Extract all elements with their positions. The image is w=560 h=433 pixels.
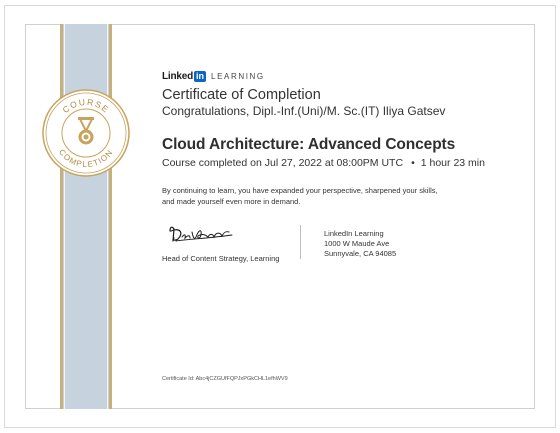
course-title: Cloud Architecture: Advanced Concepts [162, 136, 456, 153]
address-line-2: 1000 W Maude Ave [324, 239, 390, 248]
certificate-id: Certificate Id: Abc4jCZGUfFQPJxPGkCHL1efhWV9 [162, 376, 288, 382]
linkedin-learning-logo: Linked in LEARNING [162, 70, 265, 82]
course-completion-seal-icon [41, 88, 131, 178]
seal-bottom-text: COMPLETION [57, 147, 115, 170]
linkedin-in-icon: in [196, 70, 205, 81]
recipient-congrats: Congratulations, Dipl.-Inf.(Uni)/M. Sc.(IT) Iliya Gatsev [162, 104, 446, 118]
ribbon [60, 24, 112, 409]
seal-top-text: COURSE [60, 96, 112, 116]
certificate-content [162, 70, 522, 273]
handwritten-signature [166, 223, 236, 247]
issuer-address [324, 229, 396, 259]
certificate-title: Certificate of Completion [162, 87, 321, 103]
completion-line [162, 157, 522, 170]
signature-title: Head of Content Strategy, Learning [162, 254, 280, 263]
certificate-description: By continuing to learn, you have expanded your perspective, sharpened your skills, and made yourself even more in demand. [162, 186, 438, 206]
completion-date: Course completed on Jul 27, 2022 at 08:00PM UTC [162, 157, 404, 169]
signature-row [162, 223, 522, 273]
address-line-3: Sunnyvale, CA 94085 [324, 249, 397, 258]
address-line-1: LinkedIn Learning [324, 229, 384, 238]
signature-divider [300, 225, 301, 259]
course-duration: 1 hour 23 min [420, 157, 485, 169]
separator-dot: • [411, 157, 415, 169]
signature-block [162, 223, 292, 263]
